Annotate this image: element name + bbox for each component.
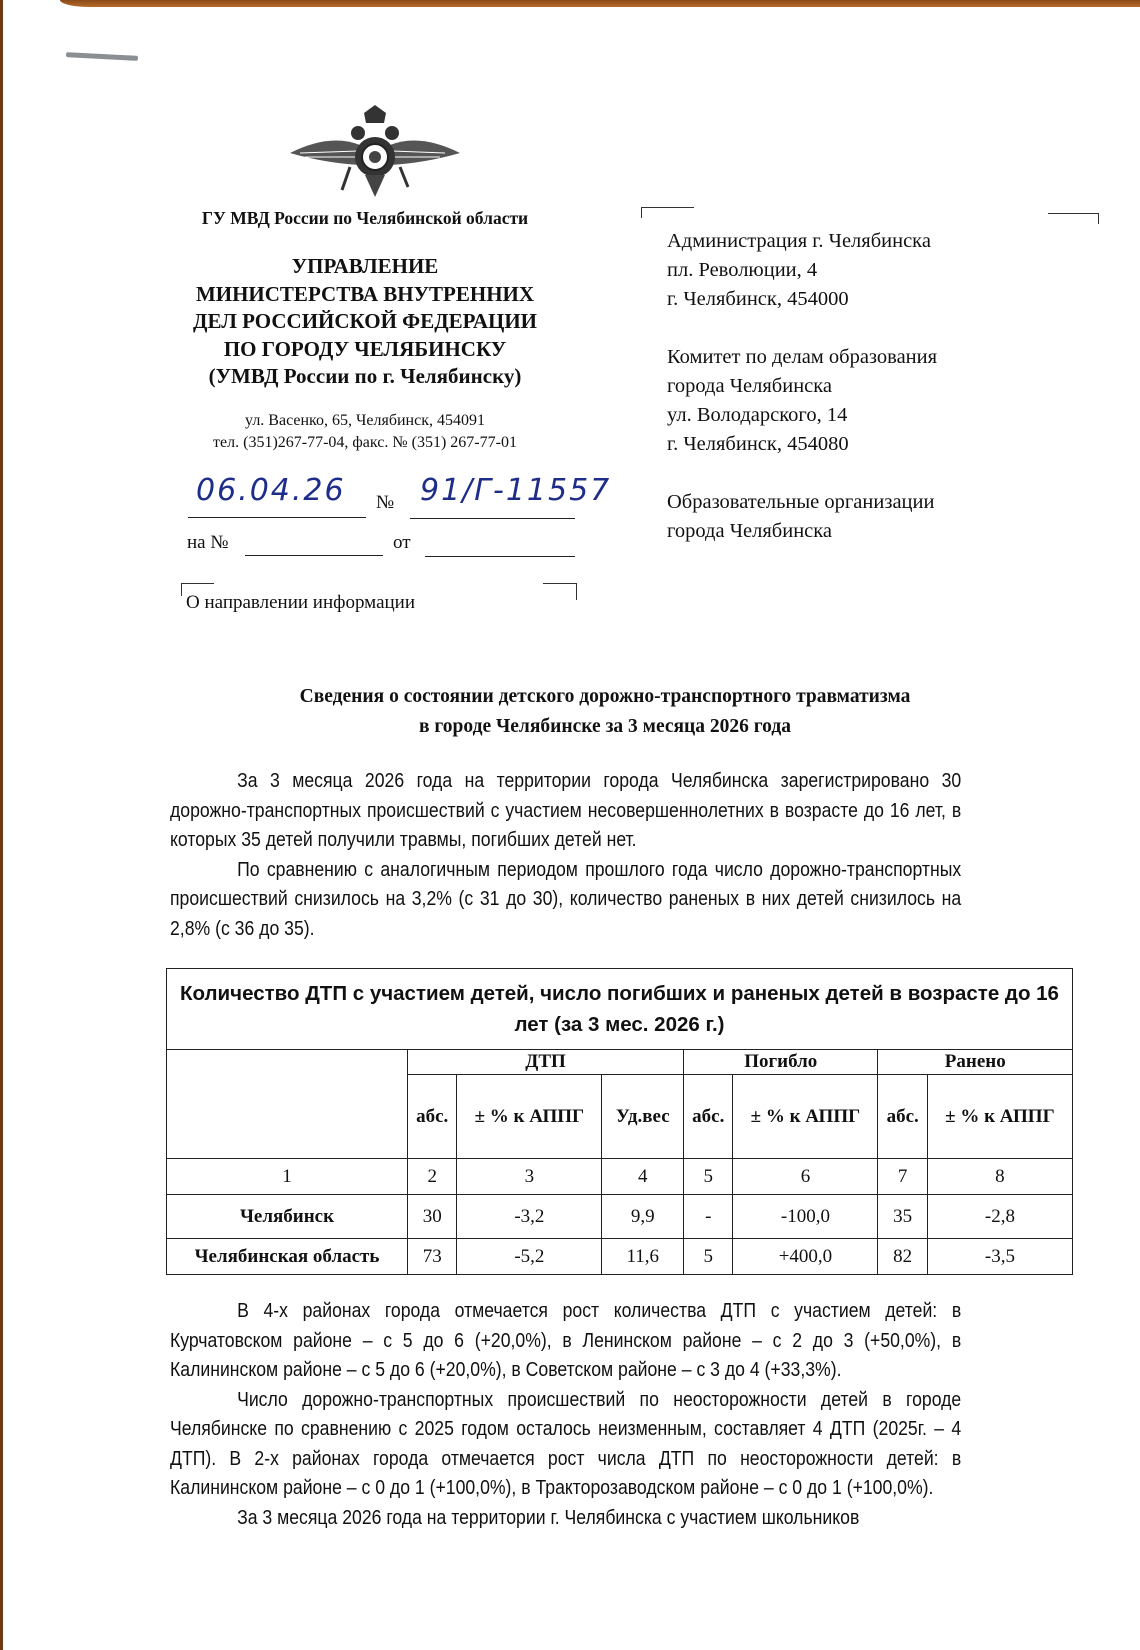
table-row: Челябинск 30 -3,2 9,9 - -100,0 35 -2,8 — [167, 1195, 1073, 1239]
scan-left-edge — [0, 0, 3, 1650]
recipient-schools: Образовательные организации города Челябинска — [667, 491, 935, 542]
intro-text — [170, 766, 961, 943]
document-title: Сведения о состоянии детского дорожно-транспортного травматизма в городе Челябинске за 3 месяца 2026 года — [299, 686, 911, 737]
number-label: № — [376, 492, 395, 513]
scan-top-edge — [60, 0, 1140, 7]
subheader: абс. — [408, 1075, 457, 1159]
statistics-table — [166, 968, 1073, 1275]
subheader: ± % к АППГ — [457, 1075, 602, 1159]
handwritten-number: 91/Г-11557 — [420, 473, 612, 508]
handwritten-date: 06.04.26 — [196, 473, 346, 508]
column-number-row: 1 2 3 4 5 6 7 8 — [167, 1159, 1073, 1195]
letter-subject: О направлении информации — [186, 592, 416, 613]
subheader: абс. — [684, 1075, 733, 1159]
table-caption: Количество ДТП с участием детей, число погибших и раненых детей в возрасте до 16 лет (за 3 мес. 2026 г.) — [167, 969, 1073, 1050]
table-row: Челябинская область 73 -5,2 11,6 5 +400,0 82 -3,5 — [167, 1239, 1073, 1275]
paragraph: За 3 месяца 2026 года на территории города Челябинска зарегистрировано 30 дорожно-транспортных происшествий с участием несовершеннолетних в возрасте до 16 лет, в которых 35 детей получили травмы, погибших детей нет. — [170, 769, 962, 851]
recipient-bracket-right — [1048, 213, 1099, 224]
organization-name — [150, 253, 580, 391]
paragraph: В 4-х районах города отмечается рост количества ДТП с участием детей: в Курчатовском районе – с 5 до 6 (+20,0%), в Ленинском районе – с 2 до 3 (+50,0%), в Калининском районе – с 5 до 6 (+20,0%), в Советском районе – с 3 до 4 (+33,3%). — [170, 1299, 962, 1381]
subheader: ± % к АППГ — [733, 1075, 878, 1159]
recipient-education-committee: Комитет по делам образования города Челябинска ул. Володарского, 14 г. Челябинск, 454080 — [667, 346, 938, 455]
org-line: УПРАВЛЕНИЕ — [291, 254, 439, 278]
group-header-killed: Погибло — [684, 1050, 878, 1075]
org-address: ул. Васенко, 65, Челябинск, 454091 — [245, 412, 485, 429]
reference-label: на № — [187, 532, 229, 553]
paragraph: По сравнению с аналогичным периодом прошлого года число дорожно-транспортных происшествий снизилось на 3,2% (с 31 до 30), количество раненых в них детей снизилось на 2,8% (с 36 до 35). — [170, 857, 962, 940]
from-label: от — [393, 532, 411, 553]
group-header-dtp: ДТП — [408, 1050, 684, 1075]
staple-mark — [66, 52, 138, 61]
group-header-injured: Ранено — [878, 1050, 1073, 1075]
subheader: Уд.вес — [602, 1075, 684, 1159]
mvd-eagle-emblem-icon — [280, 105, 470, 200]
org-line: ДЕЛ РОССИЙСКОЙ ФЕДЕРАЦИИ — [193, 309, 537, 333]
org-phone: тел. (351)267-77-04, факс. № (351) 267-77-01 — [213, 434, 517, 451]
parent-organization: ГУ МВД России по Челябинской области — [201, 208, 529, 228]
organization-contacts — [150, 410, 580, 454]
recipients-block — [667, 227, 937, 575]
analysis-text — [170, 1296, 961, 1532]
org-line: МИНИСТЕРСТВА ВНУТРЕННИХ — [195, 281, 535, 306]
recipient-bracket-left — [641, 207, 694, 218]
org-line: (УМВД России по г. Челябинску) — [208, 364, 522, 388]
org-line: ПО ГОРОДУ ЧЕЛЯБИНСКУ — [223, 336, 507, 361]
subject-bracket-right — [543, 583, 577, 600]
subheader: ± % к АППГ — [927, 1075, 1072, 1159]
recipient-administration: Администрация г. Челябинска пл. Революции, 4 г. Челябинск, 454000 — [667, 230, 931, 310]
paragraph: За 3 месяца 2026 года на территории г. Челябинска с участием школьников — [237, 1505, 860, 1529]
subheader: абс. — [878, 1075, 927, 1159]
paragraph: Число дорожно-транспортных происшествий по неосторожности детей в городе Челябинске по сравнению с 2025 годом осталось неизменным, составляет 4 ДТП (2025г. – 4 ДТП). В 2-х районах города отмечается рост числа ДТП по неосторожности детей: в Калининском районе – с 0 до 1 (+100,0%), в Тракторозаводском районе – с 0 до 1 (+100,0%). — [170, 1387, 962, 1499]
